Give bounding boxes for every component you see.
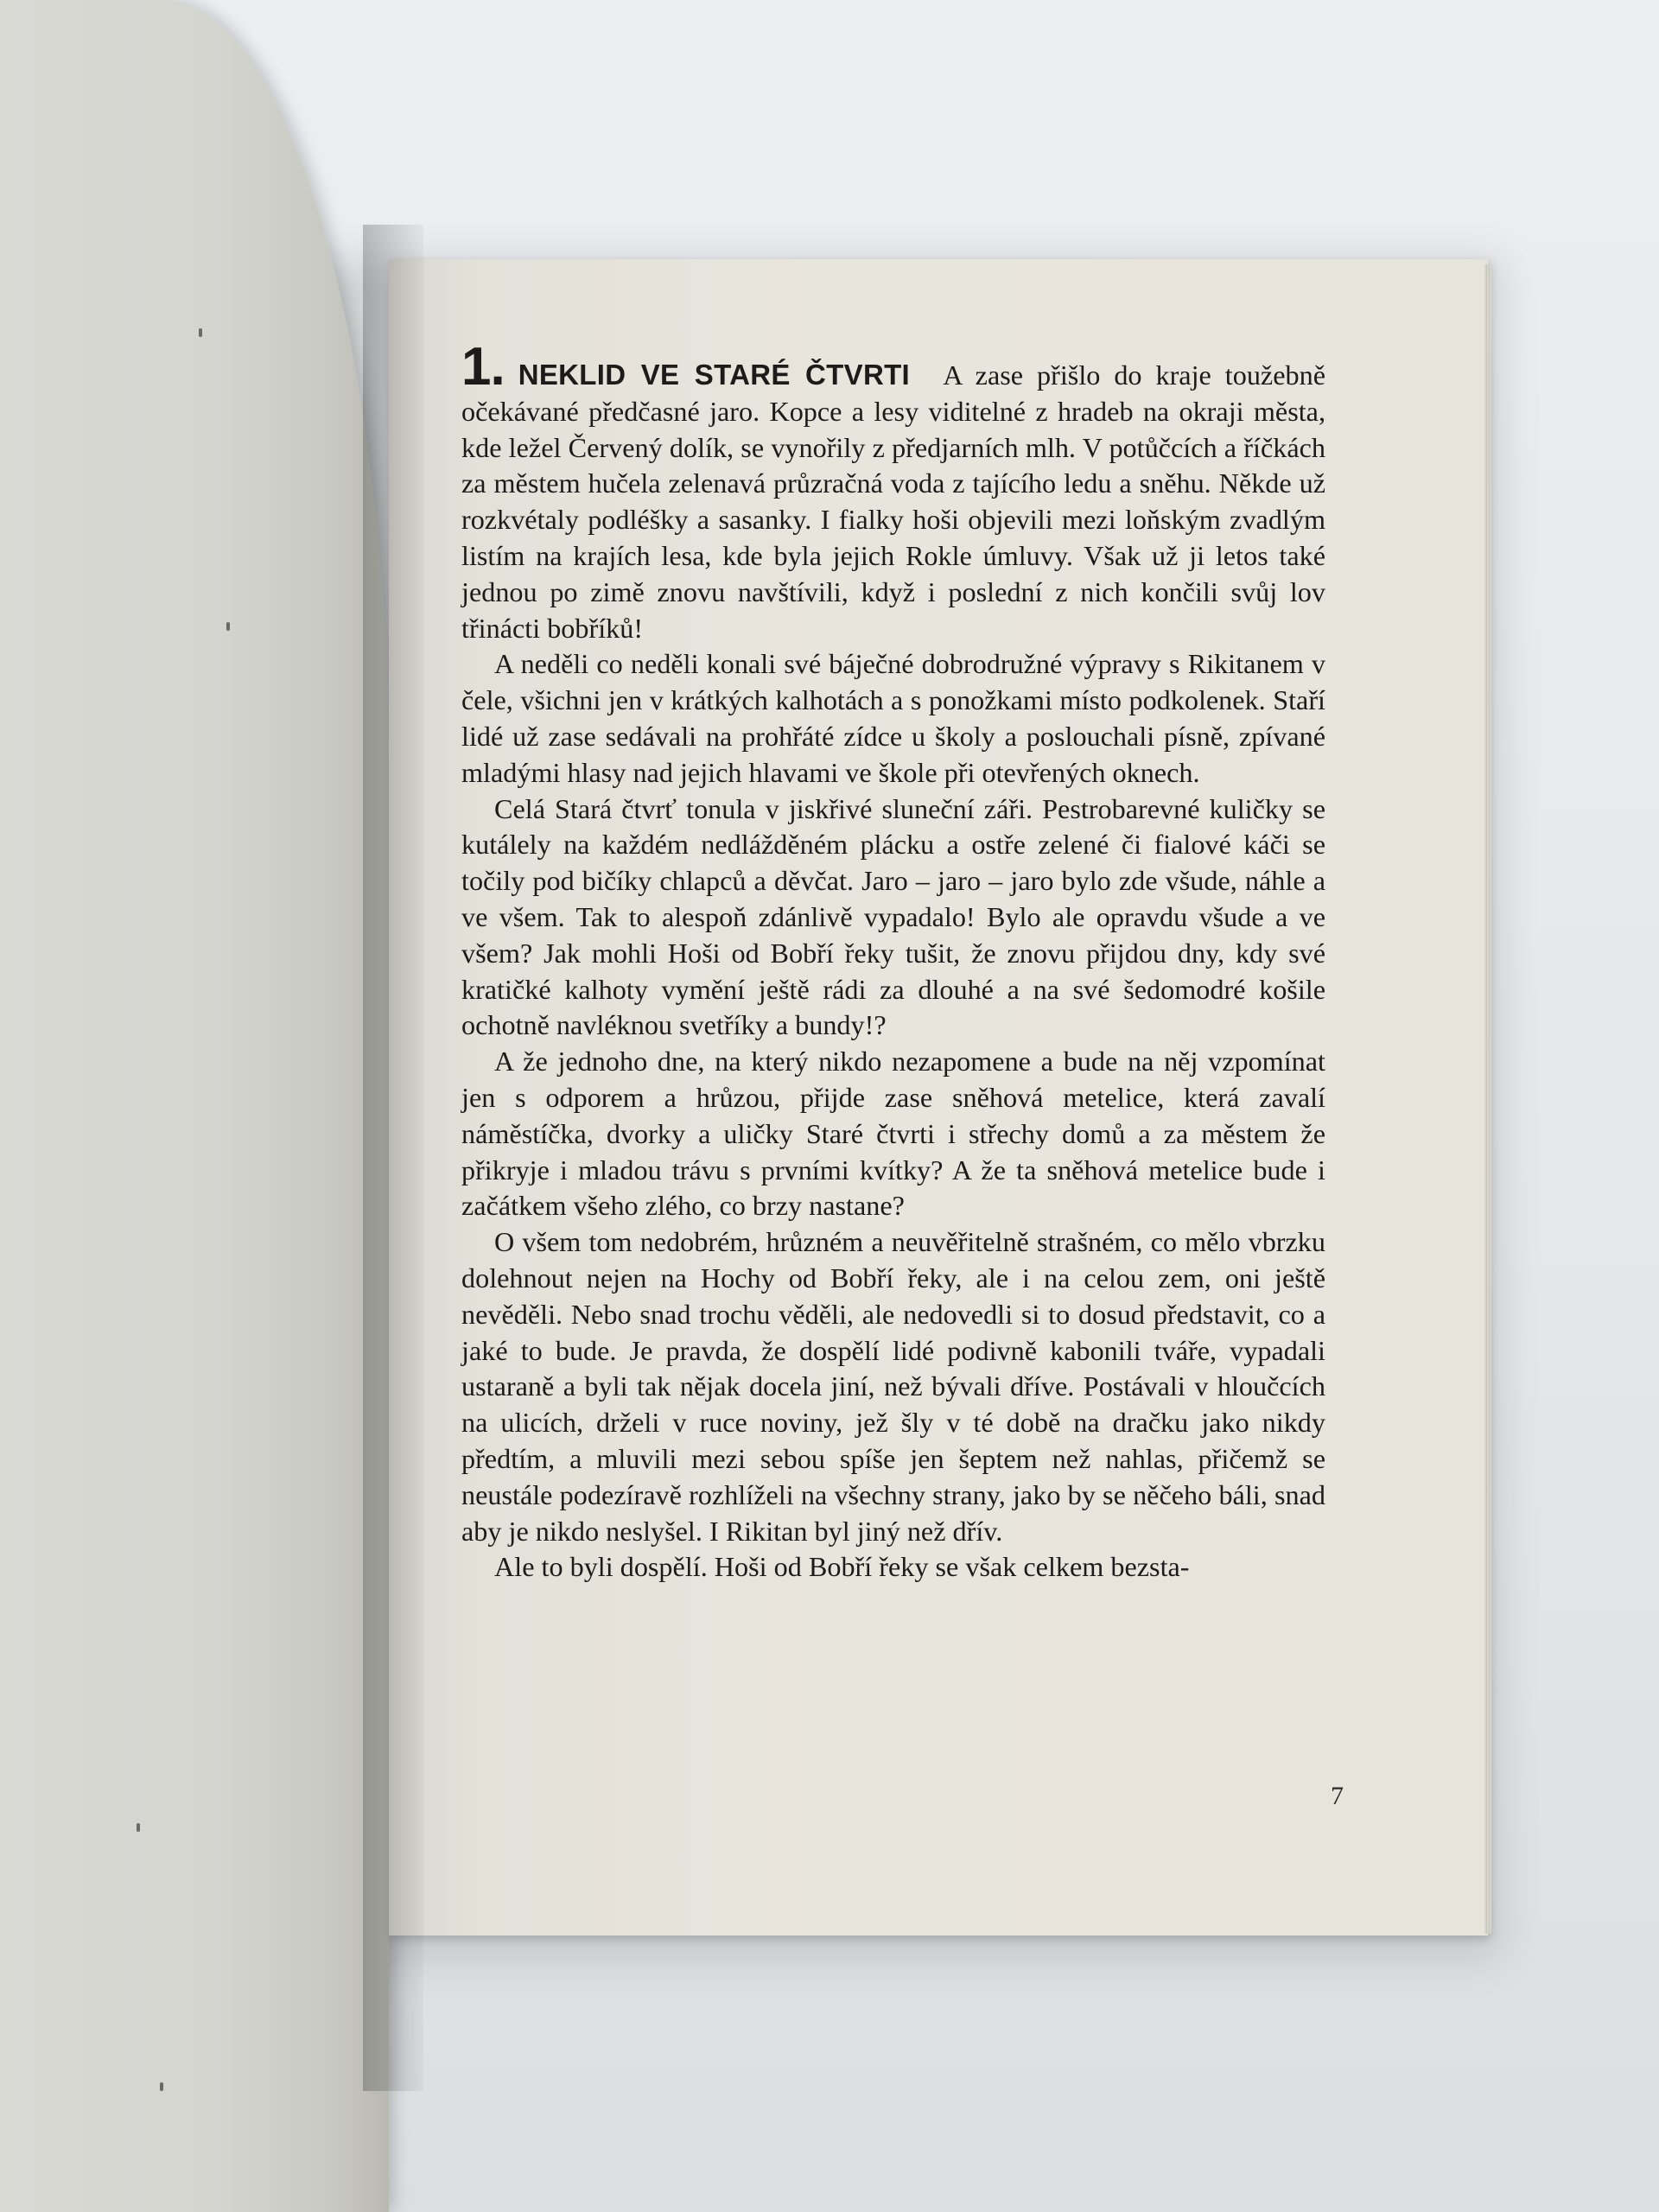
left-page — [0, 0, 389, 2212]
paragraph-text: A zase přišlo do kraje toužebně očekávané předčasné jaro. Kopce a lesy viditelné z hradeb na okraji města, kde ležel Červený dolík, se vynořily z předjarních mlh. V potůčcích a říčkách za městem hučela zelenavá průzračná voda z tajícího ledu a sněhu. Někde už rozkvétaly podléšky a sasanky. I fialky hoši objevili mezi loňským zvadlým listím na krajích lesa, kde byla jejich Rokle úmluvy. Však už ji letos také jednou po zimě znovu navštívili, když i poslední z nich končili svůj lov třinácti bobříků! — [461, 359, 1325, 644]
book-gutter — [363, 225, 423, 2091]
chapter-text — [461, 337, 1325, 1586]
chapter-number: 1. — [461, 337, 505, 397]
paragraph-4: A že jednoho dne, na který nikdo nezapomene a bude na něj vzpomínat jen s odporem a hrůzou, přijde zase sněhová metelice, která zavalí náměstíčka, dvorky a uličky Staré čtvrti i střechy domů a za městem že přikryje i mladou trávu s prvními kvítky? A že ta sněhová metelice bude i začátkem všeho zlého, co brzy nastane? — [461, 1046, 1325, 1222]
page-number: 7 — [1331, 1782, 1344, 1810]
paper-speck — [137, 1823, 140, 1832]
paragraph-6: Ale to byli dospělí. Hoši od Bobří řeky se však celkem bezsta- — [494, 1551, 1190, 1583]
chapter-title: NEKLID VE STARÉ ČTVRTI — [518, 359, 911, 391]
page-edge — [1484, 264, 1491, 1934]
paragraph-3: Celá Stará čtvrť tonula v jiskřivé sluneční záři. Pestrobarevné kuličky se kutálely na každém nedlážděném plácku a ostře zelené či fialové káči se točily pod bičíky chlapců a děvčat. Jaro – jaro – jaro bylo zde všude, náhle a ve všem. Tak to alespoň zdánlivě vypadalo! Bylo ale opravdu všude a ve všem? Jak mohli Hoši od Bobří řeky tušit, že znovu přijdou dny, kdy své kratičké kalhoty vymění ještě rádi za dlouhé a na své šedomodré košile ochotně navléknou svetříky a bundy!? — [461, 792, 1325, 1041]
paper-speck — [160, 2082, 163, 2091]
paragraph-5: O všem tom nedobrém, hrůzném a neuvěřitelně strašném, co mělo vbrzku dolehnout nejen na Hochy od Bobří řeky, ale i na celou zem, oni ještě nevěděli. Nebo snad trochu věděli, ale nedovedli si to dosud představit, co a jaké to bude. Je pravda, že dospělí lidé podivně kabonili tváře, vypadali ustaraně a byli tak nějak docela jiní, než bývali dříve. Postávali v hloučcích na ulicích, drželi v ruce noviny, jež šly v té době na dračku jako nikdy předtím, a mluvili mezi sebou spíše jen šeptem než nahlas, přičemž se neustále podezíravě rozhlíželi na všechny strany, jako by se něčeho báli, snad aby je nikdo neslyšel. I Rikitan byl jiný než dřív. — [461, 1226, 1325, 1547]
paragraph-2: A neděli co neděli konali své báječné dobrodružné výpravy s Rikitanem v čele, všichni jen v krátkých kalhotách a s ponožkami místo podkolenek. Staří lidé už zase sedávali na prohřáté zídce u školy a poslouchali písně, zpívané mladými hlasy nad jejich hlavami ve škole při otevřených oknech. — [461, 648, 1325, 788]
paper-speck — [226, 622, 230, 631]
paper-speck — [199, 328, 202, 337]
paragraph-1 — [461, 337, 1325, 646]
